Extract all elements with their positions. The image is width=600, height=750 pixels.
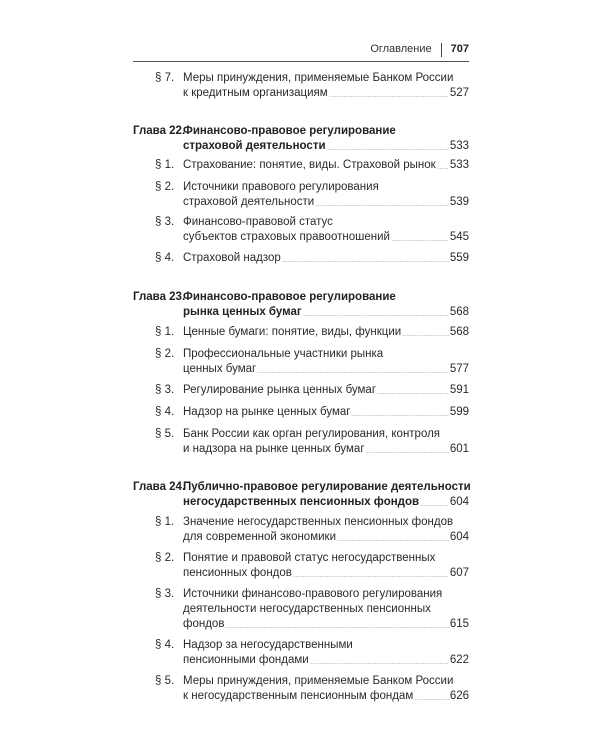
dot-leader bbox=[327, 139, 449, 150]
toc-entry-indent bbox=[133, 495, 183, 510]
toc-entry-line bbox=[133, 195, 469, 210]
toc-entry-page: 622 bbox=[449, 654, 469, 666]
toc-section-entry bbox=[133, 215, 469, 245]
dot-leader bbox=[391, 230, 449, 241]
toc-entry-page: 568 bbox=[449, 306, 469, 318]
dot-leader bbox=[310, 653, 449, 664]
toc-entry-indent bbox=[133, 617, 183, 632]
dot-leader bbox=[293, 566, 449, 577]
toc-entry-line bbox=[133, 689, 469, 704]
dot-leader bbox=[351, 405, 448, 416]
toc-entry-title: для современной экономики bbox=[183, 531, 336, 543]
toc-section-entry bbox=[133, 405, 469, 420]
toc-entry-page: 601 bbox=[449, 443, 469, 455]
toc-entry-line bbox=[133, 495, 469, 510]
toc-entry-label: § 2. bbox=[155, 552, 175, 564]
running-header-title: Оглавление bbox=[370, 43, 432, 55]
dot-leader bbox=[420, 495, 449, 506]
toc-entry-page: 604 bbox=[449, 531, 469, 543]
toc-entry-line bbox=[133, 480, 469, 495]
toc-entry-page: 599 bbox=[449, 406, 469, 418]
toc-entry-line bbox=[133, 602, 469, 617]
toc-section-entry bbox=[133, 347, 469, 377]
toc-entry-title: негосударственных пенсионных фондов bbox=[183, 496, 420, 508]
toc-entry-label: Глава 24. bbox=[133, 481, 186, 493]
toc-entry-indent bbox=[133, 530, 183, 545]
toc-entry-indent bbox=[133, 230, 183, 245]
toc-chapter-entry bbox=[133, 290, 469, 320]
toc-entry-label: § 7. bbox=[155, 72, 175, 84]
toc-entry-indent bbox=[133, 86, 183, 101]
dot-leader bbox=[315, 195, 449, 206]
toc-entry-indent bbox=[133, 602, 183, 617]
toc-entry-title: Источники правового регулирования bbox=[183, 181, 379, 193]
toc-entry-label: § 2. bbox=[155, 348, 175, 360]
header-rule bbox=[133, 61, 469, 62]
toc-entry-title: Меры принуждения, применяемые Банком России bbox=[183, 72, 454, 84]
toc-entry-line bbox=[133, 86, 469, 101]
toc-entry-title: Публично-правовое регулирование деятельности bbox=[183, 481, 471, 493]
toc-entry-title: субъектов страховых правоотношений bbox=[183, 231, 390, 243]
dot-leader bbox=[225, 617, 448, 628]
dot-leader bbox=[257, 362, 449, 373]
toc-entry-line bbox=[133, 362, 469, 377]
toc-entry-page: 539 bbox=[449, 196, 469, 208]
toc-section-entry bbox=[133, 587, 469, 632]
running-header bbox=[370, 42, 469, 57]
toc-entry-label: § 1. bbox=[155, 159, 175, 171]
toc-entry-title: Ценные бумаги: понятие, виды, функции bbox=[183, 326, 402, 338]
toc-entry-page: 527 bbox=[449, 87, 469, 99]
toc-entry-line bbox=[133, 674, 469, 689]
toc-entry-indent bbox=[133, 566, 183, 581]
toc-entry-page: 533 bbox=[449, 159, 469, 171]
toc-entry-line bbox=[133, 617, 469, 632]
toc-entry-title: Страховой надзор bbox=[183, 252, 281, 264]
header-separator bbox=[441, 43, 442, 57]
toc-entry-page: 604 bbox=[449, 496, 469, 508]
toc-entry-title: деятельности негосударственных пенсионных bbox=[183, 603, 431, 615]
toc-entry-line bbox=[133, 71, 469, 86]
toc-entry-title: Страхование: понятие, виды. Страховой рынок bbox=[183, 159, 436, 171]
toc-entry-title: Источники финансово-правового регулирования bbox=[183, 588, 443, 600]
toc-entry-title: рынка ценных бумаг bbox=[183, 306, 302, 318]
dot-leader bbox=[303, 305, 449, 316]
toc-entry-title: Меры принуждения, применяемые Банком России bbox=[183, 675, 454, 687]
toc-entry-label: § 3. bbox=[155, 588, 175, 600]
toc-chapter-entry bbox=[133, 124, 469, 154]
toc-entry-label: § 3. bbox=[155, 384, 175, 396]
toc-entry-line bbox=[133, 230, 469, 245]
toc-entry-title: Надзор на рынке ценных бумаг bbox=[183, 406, 351, 418]
toc-entry-label: Глава 22. bbox=[133, 125, 186, 137]
toc-entry-line bbox=[133, 587, 469, 602]
toc-entry-title: фондов bbox=[183, 618, 225, 630]
dot-leader bbox=[437, 158, 449, 169]
toc-entry-page: 626 bbox=[449, 690, 469, 702]
toc-entry-page: 568 bbox=[449, 326, 469, 338]
toc-entry-page: 591 bbox=[449, 384, 469, 396]
toc-entry-title: Профессиональные участники рынка bbox=[183, 348, 384, 360]
toc-entry-line bbox=[133, 530, 469, 545]
toc-entry-line bbox=[133, 180, 469, 195]
toc-entry-label: § 1. bbox=[155, 516, 175, 528]
toc-entry-line bbox=[133, 124, 469, 139]
toc-section-entry bbox=[133, 251, 469, 266]
toc-entry-label: § 5. bbox=[155, 675, 175, 687]
dot-leader bbox=[282, 251, 449, 262]
toc-entry-label: § 3. bbox=[155, 216, 175, 228]
toc-section-entry bbox=[133, 551, 469, 581]
toc-entry-title: к кредитным организациям bbox=[183, 87, 328, 99]
toc-entry-line bbox=[133, 383, 469, 398]
dot-leader bbox=[414, 689, 449, 700]
toc-entry-line bbox=[133, 325, 469, 340]
toc-entry-title: страховой деятельности bbox=[183, 196, 315, 208]
toc-section-entry bbox=[133, 638, 469, 668]
toc-entry-line bbox=[133, 290, 469, 305]
toc-entry-title: страховой деятельности bbox=[183, 140, 326, 152]
toc-entry-title: Значение негосударственных пенсионных фондов bbox=[183, 516, 454, 528]
toc-section-entry bbox=[133, 325, 469, 340]
toc-entry-line bbox=[133, 305, 469, 320]
toc-entry-line bbox=[133, 442, 469, 457]
toc-entry-label: § 4. bbox=[155, 639, 175, 651]
toc-entry-page: 577 bbox=[449, 363, 469, 375]
toc-entry-label: § 5. bbox=[155, 428, 175, 440]
toc-entry-page: 559 bbox=[449, 252, 469, 264]
toc-entry-title: и надзора на рынке ценных бумаг bbox=[183, 443, 365, 455]
toc-entry-line bbox=[133, 427, 469, 442]
toc-entry-title: Регулирование рынка ценных бумаг bbox=[183, 384, 377, 396]
dot-leader bbox=[377, 383, 449, 394]
toc-entry-line bbox=[133, 251, 469, 266]
toc-entry-label: § 4. bbox=[155, 252, 175, 264]
toc-entry-label: § 4. bbox=[155, 406, 175, 418]
toc-section-entry bbox=[133, 158, 469, 173]
toc-section-entry bbox=[133, 674, 469, 704]
toc-entry-indent bbox=[133, 362, 183, 377]
toc-entry-title: Финансово-правовое регулирование bbox=[183, 291, 396, 303]
toc-entry-line bbox=[133, 215, 469, 230]
toc-entry-line bbox=[133, 551, 469, 566]
dot-leader bbox=[402, 325, 449, 336]
toc-entry-label: Глава 23. bbox=[133, 291, 186, 303]
toc-entry-indent bbox=[133, 195, 183, 210]
dot-leader bbox=[337, 530, 449, 541]
toc-entry-line bbox=[133, 515, 469, 530]
toc-section-entry bbox=[133, 427, 469, 457]
toc-entry-page: 615 bbox=[449, 618, 469, 630]
dot-leader bbox=[366, 442, 449, 453]
toc-entry-title: пенсионными фондами bbox=[183, 654, 309, 666]
toc-entry-indent bbox=[133, 689, 183, 704]
toc-entry-indent bbox=[133, 442, 183, 457]
toc-entry-indent bbox=[133, 139, 183, 154]
toc-entry-title: к негосударственным пенсионным фондам bbox=[183, 690, 414, 702]
page-number: 707 bbox=[450, 43, 469, 55]
toc-entry-title: Понятие и правовой статус негосударственных bbox=[183, 552, 436, 564]
toc-entry-page: 545 bbox=[449, 231, 469, 243]
toc-entry-line bbox=[133, 638, 469, 653]
toc-entry-page: 607 bbox=[449, 567, 469, 579]
toc-entry-line bbox=[133, 653, 469, 668]
toc-entry-title: Финансово-правовой статус bbox=[183, 216, 333, 228]
toc-entry-page: 533 bbox=[449, 140, 469, 152]
toc-entry-title: Финансово-правовое регулирование bbox=[183, 125, 396, 137]
toc-entry-indent bbox=[133, 305, 183, 320]
toc-entry-line bbox=[133, 347, 469, 362]
toc-entry-line bbox=[133, 405, 469, 420]
toc-section-entry bbox=[133, 71, 469, 101]
toc-section-entry bbox=[133, 383, 469, 398]
toc-entry-label: § 2. bbox=[155, 181, 175, 193]
toc-entry-title: ценных бумаг bbox=[183, 363, 257, 375]
toc-entry-title: пенсионных фондов bbox=[183, 567, 292, 579]
toc-entry-title: Надзор за негосударственными bbox=[183, 639, 353, 651]
toc-entry-indent bbox=[133, 653, 183, 668]
toc-entry-label: § 1. bbox=[155, 326, 175, 338]
toc-section-entry bbox=[133, 515, 469, 545]
toc-section-entry bbox=[133, 180, 469, 210]
toc-entry-line bbox=[133, 158, 469, 173]
toc-entry-title: Банк России как орган регулирования, контроля bbox=[183, 428, 441, 440]
toc-chapter-entry bbox=[133, 480, 469, 510]
toc-entry-line bbox=[133, 139, 469, 154]
toc-entry-line bbox=[133, 566, 469, 581]
dot-leader bbox=[329, 86, 449, 97]
